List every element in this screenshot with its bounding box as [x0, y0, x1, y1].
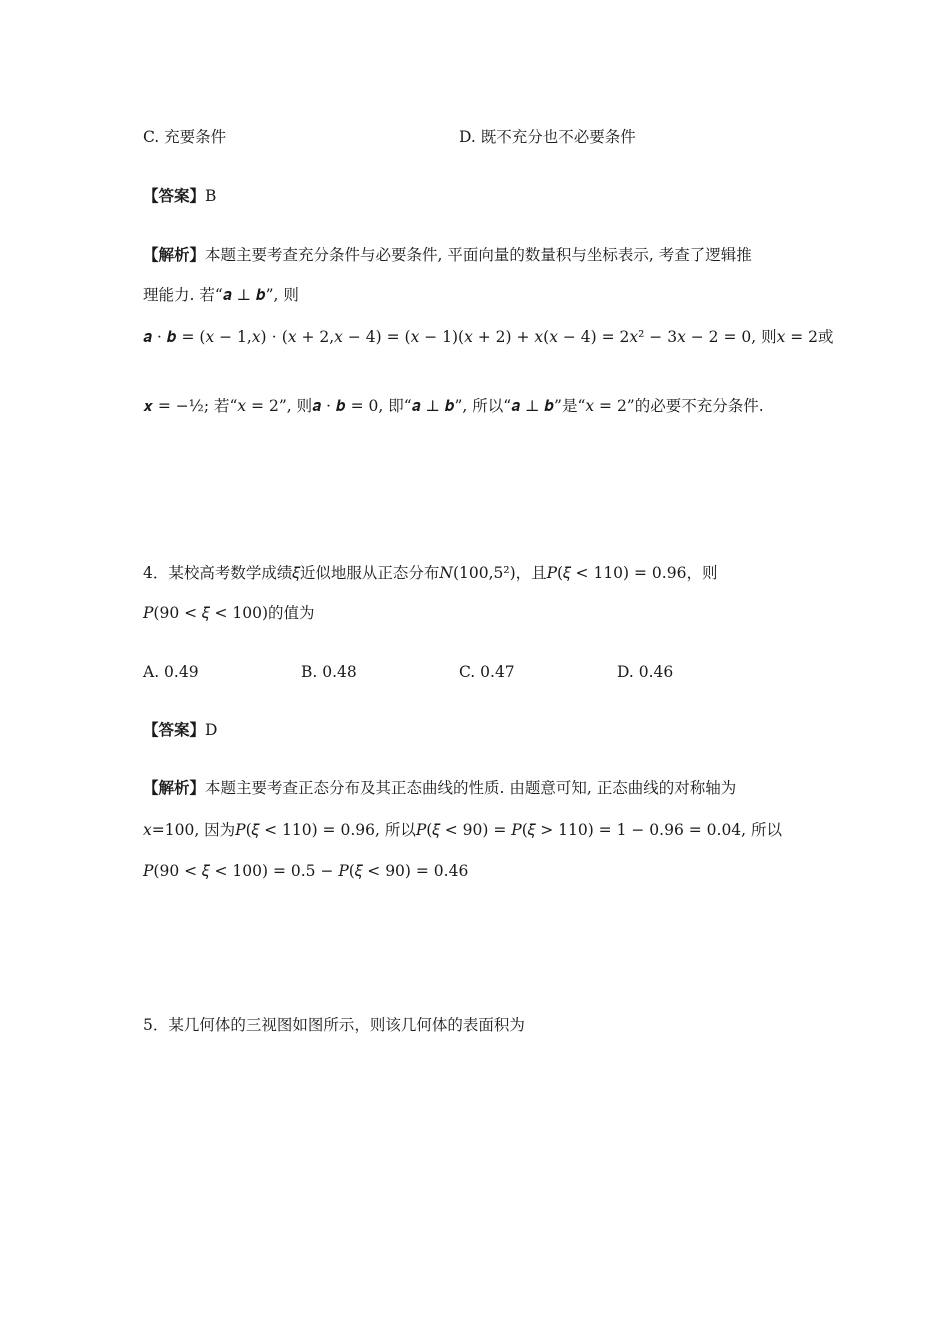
- q3-answer: [143, 186, 216, 206]
- q4-option-d: D. 0.46: [617, 663, 674, 681]
- analysis-text: 本题主要考查正态分布及其正态曲线的性质. 由题意可知, 正态曲线的对称轴为: [205, 779, 737, 797]
- q4-option-c: C. 0.47: [459, 663, 515, 681]
- q4-stem-line-1: 4．某校高考数学成绩𝜉近似地服从正态分布𝑁(100,5²)，且𝑃(𝜉 < 110) = 0.96，则: [143, 564, 718, 582]
- q3-option-d: D. 既不充分也不必要条件: [459, 128, 636, 146]
- q3-analysis-line-4: 𝒙 = −½; 若“𝑥 = 2”, 则𝒂 ⋅ 𝒃 = 0, 即“𝒂 ⊥ 𝒃”, 所以“𝒂 ⊥ 𝒃”是“𝑥 = 2”的必要不充分条件.: [143, 397, 764, 415]
- analysis-text: 本题主要考查充分条件与必要条件, 平面向量的数量积与坐标表示, 考查了逻辑推: [205, 246, 752, 264]
- q4-analysis-line-2: 𝑥=100, 因为𝑃(𝜉 < 110) = 0.96, 所以𝑃(𝜉 < 90) = 𝑃(𝜉 > 110) = 1 − 0.96 = 0.04, 所以: [143, 821, 783, 839]
- q4-analysis-line-1: [143, 778, 736, 798]
- answer-label: 【答案】: [143, 720, 206, 739]
- q4-answer: [143, 720, 217, 740]
- q3-option-c: C. 充要条件: [143, 128, 227, 146]
- q5-stem: 5．某几何体的三视图如图所示，则该几何体的表面积为: [143, 1016, 525, 1034]
- q4-stem-line-2: 𝑃(90 < 𝜉 < 100)的值为: [143, 604, 315, 622]
- answer-value: B: [205, 187, 217, 205]
- q4-analysis-line-3: 𝑃(90 < 𝜉 < 100) = 0.5 − 𝑃(𝜉 < 90) = 0.46: [143, 862, 469, 880]
- q3-analysis-line-2: 理能力. 若“𝒂 ⊥ 𝒃”, 则: [143, 286, 299, 304]
- q4-option-a: A. 0.49: [143, 663, 199, 681]
- analysis-label: 【解析】: [143, 245, 206, 264]
- answer-value: D: [205, 721, 218, 739]
- q3-analysis-line-3: 𝒂 ⋅ 𝒃 = (𝑥 − 1,𝑥) ⋅ (𝑥 + 2,𝑥 − 4) = (𝑥 − 1)(𝑥 + 2) + 𝑥(𝑥 − 4) = 2𝑥² − 3𝑥 − 2 = 0, 则𝑥 = 2或: [143, 328, 834, 346]
- q4-option-b: B. 0.48: [301, 663, 357, 681]
- answer-label: 【答案】: [143, 186, 206, 205]
- q3-analysis-line-1: [143, 245, 752, 265]
- analysis-label: 【解析】: [143, 778, 206, 797]
